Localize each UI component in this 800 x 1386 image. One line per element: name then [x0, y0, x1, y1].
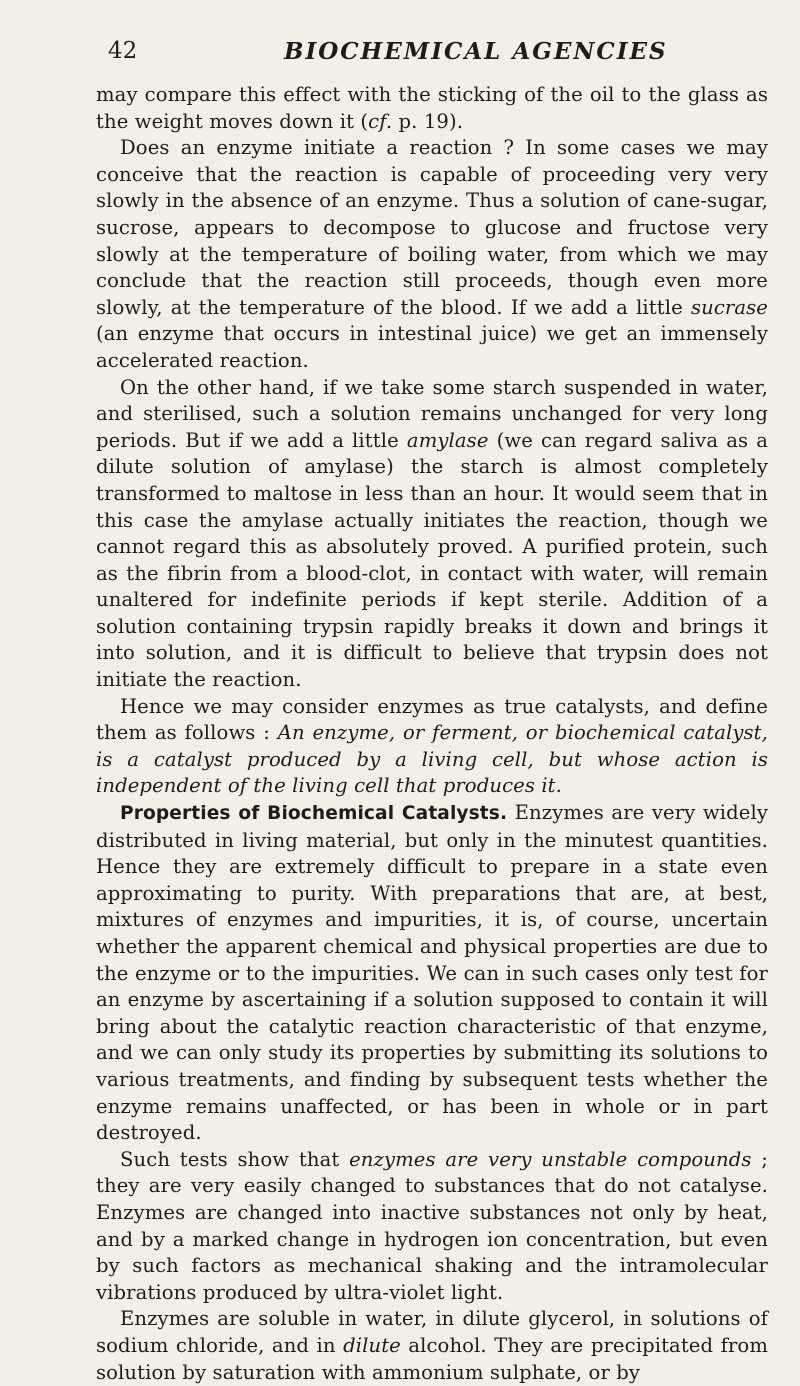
term-amylase: amylase: [406, 428, 489, 452]
paragraph-definition: Hence we may consider enzymes as true catalysts, and define them as follows : An enzyme, or ferment, or biochemical catalyst, is a catalyst produced by a living cell, but whose action is independent of the living cell that produces it.: [96, 694, 768, 798]
paragraph-solubility: Enzymes are soluble in water, in dilute glycerol, in solutions of sodium chloride, and in dilute alcohol. They are precipitated from solution by saturation with ammonium sulphate, or by: [96, 1307, 769, 1384]
page-number: 42: [108, 38, 138, 64]
paragraph-continuation: may compare this effect with the sticking of the oil to the glass as the weight moves down it (cf. p. 19).: [96, 83, 768, 133]
running-title: BIOCHEMICAL AGENCIES: [284, 38, 668, 65]
paragraph-properties: Properties of Biochemical Catalysts. Enzymes are very widely distributed in living material, but only in the minutest quantities. Hence they are extremely difficult to prepare in a state even approximating to purity. With preparations that are, at best, mixtures of enzymes and impurities, it is, of course, uncertain whether the apparent chemical and physical properties are due to the enzyme or to the impurities. We can in such cases only test for an enzyme by ascertaining if a solution supposed to contain it will bring about the catalytic reaction characteristic of that enzyme, and we can only study its properties by submitting its solutions to various treatments, and finding by subsequent tests whether the enzyme remains unaffected, or has been in whole or in part destroyed.: [96, 801, 768, 1145]
paragraph-starch-amylase: On the other hand, if we take some starch suspended in water, and sterilised, such a solution remains unchanged for very long periods. But if we add a little amylase (we can regard saliva as a dilute solution of amylase) the starch is almost completely transformed to maltose in less than an hour. It would seem that in this case the amylase actually initiates the reaction, though we cannot regard this as absolutely proved. A purified protein, such as the fibrin from a blood-clot, in contact with water, will remain unaltered for indefinite periods if kept sterile. Addition of a solution containing trypsin rapidly breaks it down and brings it into solution, and it is difficult to believe that trypsin does not initiate the reaction.: [96, 375, 769, 692]
paragraph-enzyme-initiation: Does an enzyme initiate a reaction ? In some cases we may conceive that the reaction is capable of proceeding very very slowly in the absence of an enzyme. Thus a solution of cane-sugar, sucrose, appears to decompose to glucose and fructose very slowly at the temperature of boiling water, from which we may conclude that the reaction still proceeds, though even more slowly, at the temperature of the blood. If we add a little sucrase (an enzyme that occurs in intestinal juice) we get an immensely accelerated reaction.: [96, 136, 768, 372]
paragraph-unstable: Such tests show that enzymes are very unstable compounds ; they are very easily changed to substances that do not catalyse. Enzymes are changed into inactive substances not only by heat, and by a marked change in hydrogen ion concentration, but even by such factors as mechanical shaking and the intramolecular vibrations produced by ultra-violet light.: [96, 1147, 768, 1304]
term-sucrase: sucrase: [690, 295, 768, 319]
emphasis-unstable: enzymes are very unstable compounds: [349, 1147, 752, 1171]
body-text: [96, 82, 768, 1386]
enzyme-definition: An enzyme, or ferment, or biochemical catalyst, is a catalyst produced by a living cell, but whose action is independent of the living cell that produces it.: [96, 721, 768, 798]
section-heading: Properties of Biochemical Catalysts.: [120, 803, 508, 825]
page-header: [94, 38, 790, 78]
citation-cf: cf.: [368, 109, 393, 133]
emphasis-dilute: dilute: [343, 1333, 401, 1357]
